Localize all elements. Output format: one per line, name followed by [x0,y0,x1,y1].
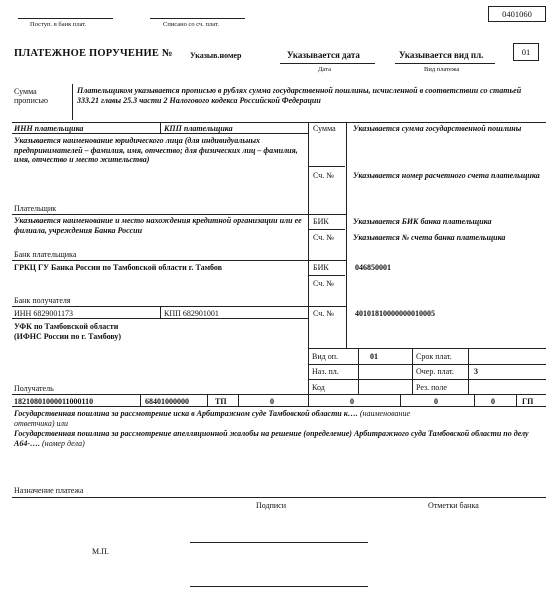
debited-line [150,18,245,19]
type-line [395,63,495,64]
rez-label: Рез. поле [416,383,447,392]
payer-acc-value: Указывается номер расчетного счета плательщика [353,171,540,180]
row-line [308,364,546,365]
row-line [309,229,345,230]
form-title: ПЛАТЕЖНОЕ ПОРУЧЕНИЕ № [14,48,173,59]
recipient-acc-label: Сч. № [313,309,334,318]
signatures-label: Подписи [256,501,287,510]
order-number: Указыв.номер [190,51,242,60]
recipient-bank-name: ГРКЦ ГУ Банка России по Тамбовской области г. Тамбов [14,263,223,272]
form-code: 0401060 [502,9,532,19]
col-line [160,122,161,133]
payer-bank-bik-label: БИК [313,217,329,226]
bank-marks-label: Отметки банка [428,501,479,510]
date-value: Указывается дата [287,50,360,60]
gp-value: ГП [522,397,534,406]
purpose-note-3: (номер дела) [40,439,85,448]
payer-name: Указывается наименование юридического лица (для индивидуальных предпринимателей – фамилия, имя, отчество; для физических лиц – фамилия, имя, отчество и место жительства) [14,136,298,164]
payer-bank-bik-value: Указывается БИК банка плательщика [353,217,492,226]
tax-field-1: 0 [270,397,274,406]
row-line [12,214,346,215]
debited-label: Списано со сч. плат. [163,21,219,28]
payer-label: Плательщик [14,204,57,213]
vid-op-value: 01 [370,352,378,361]
received-label: Поступ. в банк плат. [30,21,87,28]
col-line [412,348,413,394]
col-line [346,122,347,348]
amount-words-label: Сумма [14,87,37,96]
recipient-name-1: УФК по Тамбовской области [14,322,119,331]
row-line [308,379,546,380]
signature-line-1 [190,542,368,543]
recipient-bank-bik-value: 046850001 [355,263,391,272]
kbk-value: 18210801000011000110 [14,397,94,406]
row-line [309,166,345,167]
purpose-line-1: Государственная пошлина за рассмотрение иска в Арбитражном суде Тамбовской области к…. [14,409,360,418]
col-line [308,394,309,406]
tax-field-3: 0 [434,397,438,406]
row-line [12,122,546,123]
row-line [309,275,345,276]
payer-kpp: КПП плательщика [164,124,233,133]
recipient-kpp: КПП 682901001 [164,309,219,318]
amount-words-text: Плательщиком указывается прописью в рублях сумма государственной пошлины, исчисленной в соответствии со статьей 333.21 главы 25.3 части 2 Налогового кодекса Российской Федерации [77,86,522,105]
col-line [308,122,309,394]
payer-acc-label: Сч. № [313,171,334,180]
ocher-label: Очер. плат. [416,367,454,376]
tp-value: ТП [215,397,227,406]
kod-label: Код [312,383,325,392]
payment-type-value: Указывается вид пл. [399,50,484,60]
row-line [12,406,546,407]
col-line [468,348,469,394]
row-line [12,394,546,395]
received-line [18,18,113,19]
row-line [12,318,308,319]
srok-label: Срок плат. [416,352,452,361]
col-line [474,394,475,406]
payer-bank-acc-label: Сч. № [313,233,334,242]
col-line [400,394,401,406]
recipient-name-2: (ИФНС России по г. Тамбову) [14,332,122,341]
naz-pl-label: Наз. пл. [312,367,339,376]
row-line [12,306,346,307]
col-line [516,394,517,406]
purpose-note-1: (наименование [359,409,411,418]
status-code: 01 [521,47,531,57]
purpose-note-2: ответчика) [14,419,55,428]
tax-field-2: 0 [350,397,354,406]
payer-bank-label: Банк плательщика [14,250,77,259]
vid-op-label: Вид оп. [312,352,338,361]
tax-field-4: 0 [491,397,495,406]
row-line [308,348,546,349]
okato-value: 68401000000 [145,397,189,406]
recipient-bank-acc-label: Сч. № [313,279,334,288]
date-label: Дата [318,66,331,73]
recipient-label: Получатель [14,384,54,393]
col-line [358,348,359,394]
payer-bank-acc-value: Указывается № счета банка плательщика [353,233,506,242]
col-line [207,394,208,406]
amount-words-label-2: прописью [14,96,49,105]
col-line [160,306,161,318]
recipient-acc-value: 40101810000000010005 [355,309,435,318]
signature-line-2 [190,586,368,587]
payer-bank-name: Указывается наименование и место нахождения кредитной организации или ее филиала, учреждения Банка России [14,216,302,235]
payer-sum-label: Сумма [313,124,336,133]
recipient-inn: ИНН 6829001173 [14,309,74,318]
amount-words-divider [72,84,73,120]
ocher-value: 3 [474,367,478,376]
payer-inn: ИНН плательщика [14,124,84,133]
purpose-bottom-line [12,497,546,498]
payer-sum-value: Указывается сумма государственной пошлины [353,124,522,133]
stamp-label: М.П. [92,547,109,556]
col-line [140,394,141,406]
type-label: Вид платежа [424,66,460,73]
recipient-bank-label: Банк получателя [14,296,71,305]
recipient-bank-bik-label: БИК [313,263,329,272]
status-box [513,43,539,61]
col-line [238,394,239,406]
purpose-or: или [54,419,68,428]
purpose-label: Назначение платежа [14,486,84,495]
row-line [12,260,346,261]
date-line [280,63,375,64]
purpose-line-3: Государственная пошлина за рассмотрение апелляционной жалобы на решение (определение) Арбитражного суда Тамбовской области по делу А64-…. [14,429,529,448]
purpose-text [14,409,544,449]
form-code-box [488,6,546,22]
